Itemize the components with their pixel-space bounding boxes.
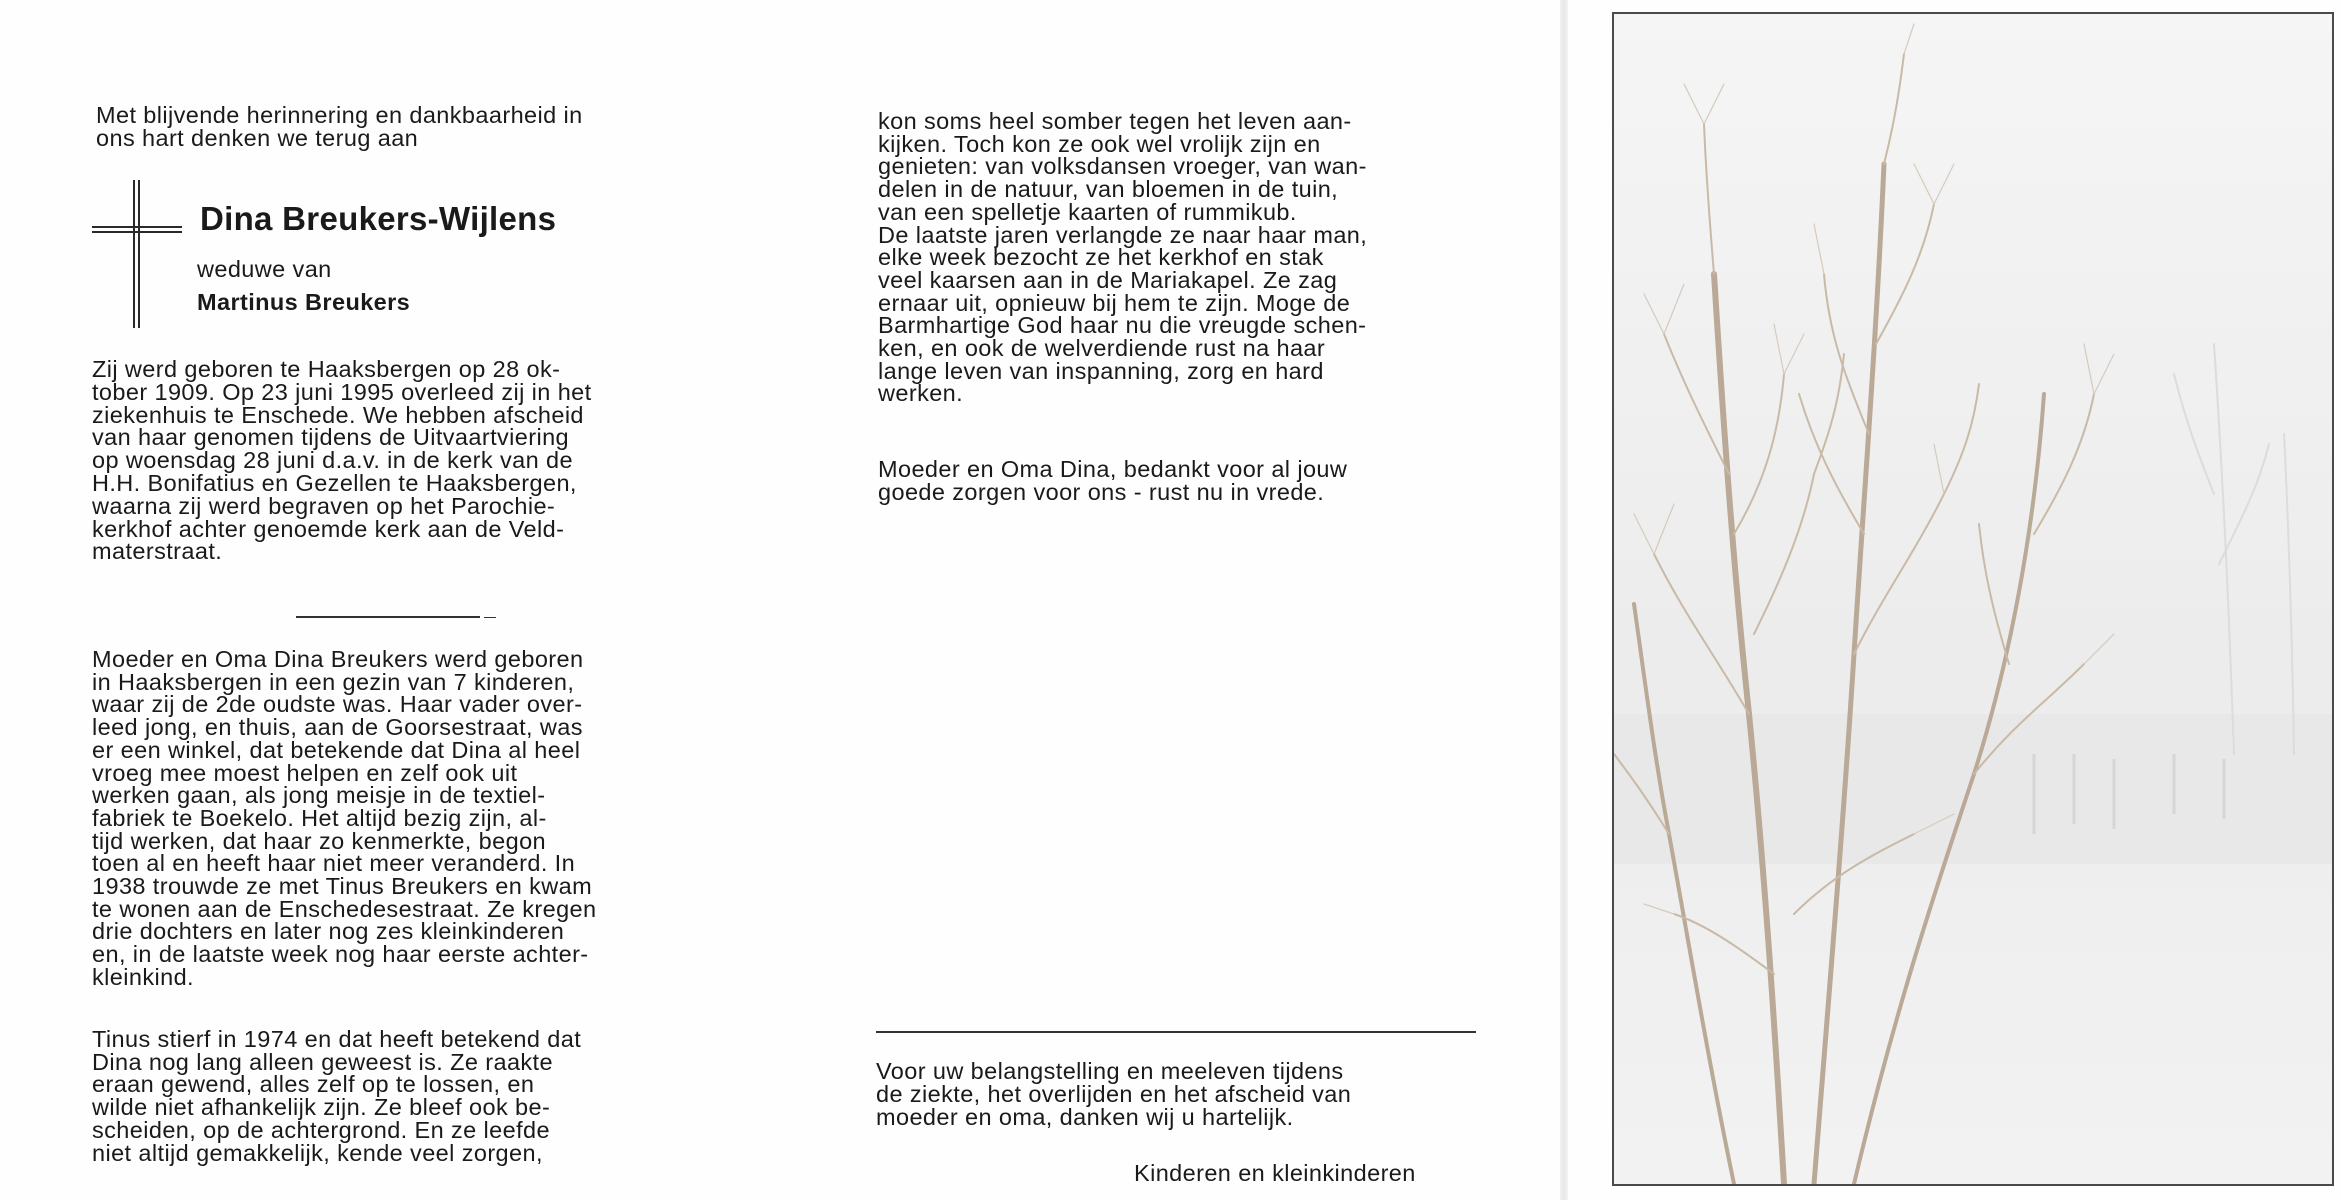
text-line: Moeder en Oma Dina Breukers werd geboren [92,646,584,672]
text-line: van een spelletje kaarten of rummikub. [878,198,1297,225]
text-line: tober 1909. Op 23 juni 1995 overleed zij in het [92,378,592,405]
text-line: Voor uw belangstelling en meeleven tijdens [876,1058,1344,1084]
text-line: H.H. Bonifatius en Gezellen te Haaksbergen, [92,469,577,496]
text-line: Tinus stierf in 1974 en dat heeft betekend dat [92,1026,582,1052]
intro-line: Met blijvende herinnering en dankbaarheid in [96,102,583,128]
text-line: moeder en oma, danken wij u hartelijk. [876,1104,1294,1130]
text-line: ken, en ook de welverdiende rust na haar [878,335,1326,362]
text-line: genieten: van volksdansen vroeger, van wan- [878,153,1367,180]
text-line: fabriek te Boekelo. Het altijd bezig zijn, al- [92,804,547,831]
text-line: Moeder en Oma Dina, bedankt voor al jouw [878,456,1348,482]
signature: Kinderen en kleinkinderen [1134,1160,1416,1186]
text-line: drie dochters en later nog zes kleinkinderen [92,918,565,945]
text-line: scheiden, op de achtergrond. En ze leefde [92,1116,550,1143]
text-line: Barmhartige God haar nu die vreugde schen- [878,312,1367,339]
text-line: wilde niet afhankelijk zijn. Ze bleef ook be- [92,1094,551,1121]
text-line: werken gaan, als jong meisje in de textiel- [92,782,546,809]
text-line: tijd werken, dat haar zo kenmerkte, begon [92,827,547,854]
text-line: van haar genomen tijdens de Uitvaartviering [92,424,570,451]
life-story-part-1 [92,648,597,989]
text-line: ernaar uit, opnieuw bij hem te zijn. Moge de [878,289,1351,316]
section-divider-tail [484,617,496,618]
text-line: er een winkel, dat betekende dat Dina al heel [92,736,581,763]
tree-artwork-frame [1612,12,2334,1186]
text-line: leed jong, en thuis, aan de Goorsestraat, was [92,714,583,741]
deceased-name: Dina Breukers-Wijlens [200,200,557,237]
text-line: delen in de natuur, van bloemen in de tuin, [878,176,1339,203]
text-line: kon soms heel somber tegen het leven aan- [878,108,1352,134]
relation-text: weduwe van [197,256,332,282]
spouse-name: Martinus Breukers [197,289,411,315]
text-line: kijken. Toch kon ze ook wel vrolijk zijn en [878,130,1321,157]
text-line: Dina nog lang alleen geweest is. Ze raakte [92,1048,553,1075]
text-line: lange leven van inspanning, zorg en hard [878,357,1324,384]
biography-short [92,358,592,563]
text-line: kleinkind. [92,963,194,990]
text-line: elke week bezocht ze het kerkhof en stak [878,244,1324,271]
text-line: eraan gewend, alles zelf op te lossen, en [92,1071,535,1098]
text-line: toen al en heeft haar niet meer veranderd. In [92,850,576,877]
thanks-text [876,1060,1351,1129]
text-line: in Haaksbergen in een gezin van 7 kinderen, [92,668,575,695]
text-line: kerkhof achter genoemde kerk aan de Veld- [92,515,565,542]
text-line: op woensdag 28 juni d.a.v. in de kerk van de [92,447,573,474]
page-fold [1560,0,1568,1200]
intro-text [96,104,583,150]
thanks-divider [876,1031,1476,1033]
text-line: waarna zij werd begraven op het Parochie- [92,492,556,519]
section-divider [296,616,480,618]
text-line: De laatste jaren verlangde ze naar haar man, [878,221,1368,248]
text-line: goede zorgen voor ons - rust nu in vrede. [878,478,1325,505]
text-line: de ziekte, het overlijden en het afscheid van [876,1081,1352,1107]
text-line: 1938 trouwde ze met Tinus Breukers en kwam [92,873,593,900]
life-story-continued [878,110,1367,405]
tree-artwork [1614,14,2332,1184]
text-line: te wonen aan de Enschedesestraat. Ze kregen [92,895,597,922]
text-line: niet altijd gemakkelijk, kende veel zorgen, [92,1139,543,1166]
text-line: vroeg mee moest helpen en zelf ook uit [92,759,518,786]
text-line: en, in de laatste week nog haar eerste achter- [92,941,589,968]
text-line: materstraat. [92,538,223,565]
text-line: waar zij de 2de oudste was. Haar vader over- [92,691,583,718]
text-line: werken. [878,380,964,407]
intro-line: ons hart denken we terug aan [96,125,419,151]
text-line: ziekenhuis te Enschede. We hebben afscheid [92,401,584,428]
text-line: veel kaarsen aan in de Mariakapel. Ze zag [878,266,1338,293]
farewell-text [878,458,1347,503]
life-story-part-2 [92,1028,581,1164]
text-line: Zij werd geboren te Haaksbergen op 28 ok- [92,356,561,382]
